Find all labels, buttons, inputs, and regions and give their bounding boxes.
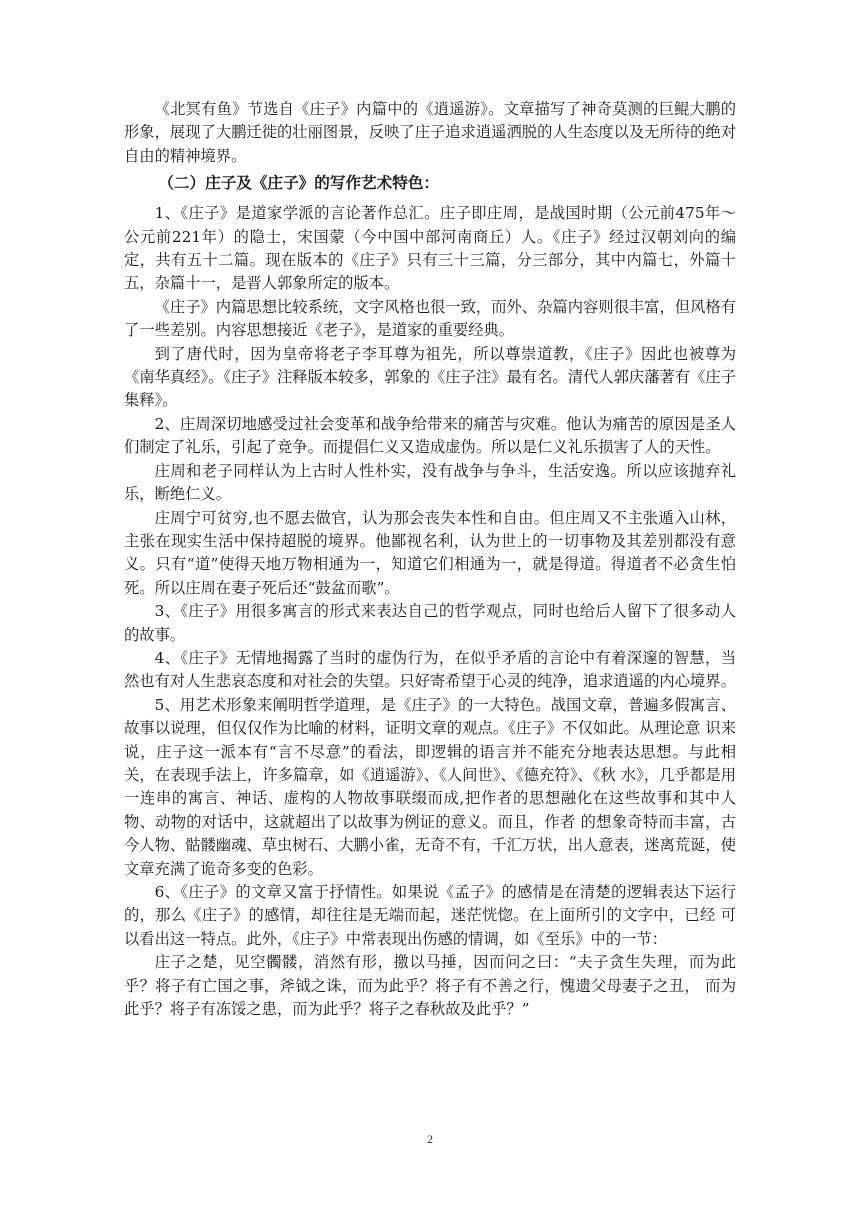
page-number: 2 — [427, 1132, 433, 1146]
paragraph-quote: 庄子之楚，见空髑髅，消然有形，撽以马捶，因而问之曰：“夫子贪生失理，而为此乎？将子有亡国之事，斧钺之诛，而为此乎？将子有不善之行，愧遗父母妻子之丑， 而为此乎？将子有冻馁之患，而为此乎？将子之春秋故及此乎？” — [124, 953, 736, 1019]
paragraph-inner-chapters: 《庄子》内篇思想比较系统，文字风格也很一致，而外、杂篇内容则很丰富，但风格有了一些差别。内容思想接近《老子》，是道家的重要经典。 — [124, 297, 736, 340]
paragraph-tang-dynasty: 到了唐代时，因为皇帝将老子李耳尊为祖先，所以尊崇道教，《庄子》因此也被尊为《南华真经》。《庄子》注释版本较多，郭象的《庄子注》最有名。清代人郭庆藩著有《庄子集释》。 — [124, 344, 736, 410]
paragraph-intro: 《北冥有鱼》节选自《庄子》内篇中的《逍遥游》。文章描写了神奇莫测的巨鲲大鹏的形象，展现了大鹏迁徙的壮丽图景，反映了庄子追求逍遥洒脱的人生态度以及无所待的绝对自由的精神境界。 — [124, 100, 736, 165]
paragraph-laozi: 庄周和老子同样认为上古时人性朴实，没有战争与争斗，生活安逸。所以应该抛弃礼乐，断绝仁义。 — [124, 461, 736, 504]
paragraph-2: 2、庄周深切地感受过社会变革和战争给带来的痛苦与灾难。他认为痛苦的原因是圣人们制定了礼乐，引起了竞争。而提倡仁义又造成虚伪。所以是仁义礼乐损害了人的天性。 — [124, 414, 736, 457]
paragraph-3: 3、《庄子》用很多寓言的形式来表达自己的哲学观点，同时也给后人留下了很多动人的故事。 — [124, 602, 736, 644]
section-heading: （二）庄子及《庄子》的写作艺术特色： — [158, 174, 440, 193]
paragraph-5: 5、用艺术形象来阐明哲学道理，是《庄子》的一大特色。战国文章，普遍多假寓言、故事以说理，但仅仅作为比喻的材料，证明文章的观点。《庄子》不仅如此。从理论意 识来说，庄子这一派本有“言不尽意”的看法，即逻辑的语言并不能充分地表达思想。与此相关，在表现手法上，许多篇章，如《逍遥游》、《人间世》、《德充符》、《秋 水》，几乎都是用一连串的寓言、神话、虚构的人物故事联缀而成,把作者的思想融化在这些故事和其中人物、动物的对话中，这就超出了以故事为例证的意义。而且，作者 的想象奇特而丰富，古今人物、骷髅幽魂、草虫树石、大鹏小雀，无奇不有，千汇万状，出人意表，迷离荒诞，使文章充满了诡奇多变的色彩。 — [124, 695, 736, 878]
paragraph-6: 6、《庄子》的文章又富于抒情性。如果说《孟子》的感情是在清楚的逻辑表达下运行的，那么《庄子》的感情，却往往是无端而起，迷茫恍惚。在上面所引的文字中，已经 可以看出这一特点。此外，《庄子》中常表现出伤感的情调，如《至乐》中的一节： — [124, 883, 736, 948]
paragraph-1: 1、《庄子》是道家学派的言论著作总汇。庄子即庄周，是战国时期（公元前475年～公元前221年）的隐士，宋国蒙（今中国中部河南商丘）人。《庄子》经过汉朝刘向的编定，共有五十二篇。现在版本的《庄子》只有三十三篇，分三部分，其中内篇七，外篇十五，杂篇十一，是晋人郭象所定的版本。 — [124, 204, 736, 293]
body-text — [124, 98, 736, 1021]
paragraph-4: 4、《庄子》无情地揭露了当时的虚伪行为，在似乎矛盾的言论中有着深邃的智慧，当然也有对人生悲哀态度和对社会的失望。只好寄希望于心灵的纯净，追求逍遥的内心境界。 — [124, 648, 736, 691]
paragraph-poverty: 庄周宁可贫穷,也不愿去做官，认为那会丧失本性和自由。但庄周又不主张遁入山林，主张在现实生活中保持超脱的境界。他鄙视名利，认为世上的一切事物及其差别都没有意义。只有“道”使得天地万物相通为一，知道它们相通为一，就是得道。得道者不必贪生怕死。所以庄周在妻子死后还“鼓盆而歌”。 — [124, 508, 736, 597]
